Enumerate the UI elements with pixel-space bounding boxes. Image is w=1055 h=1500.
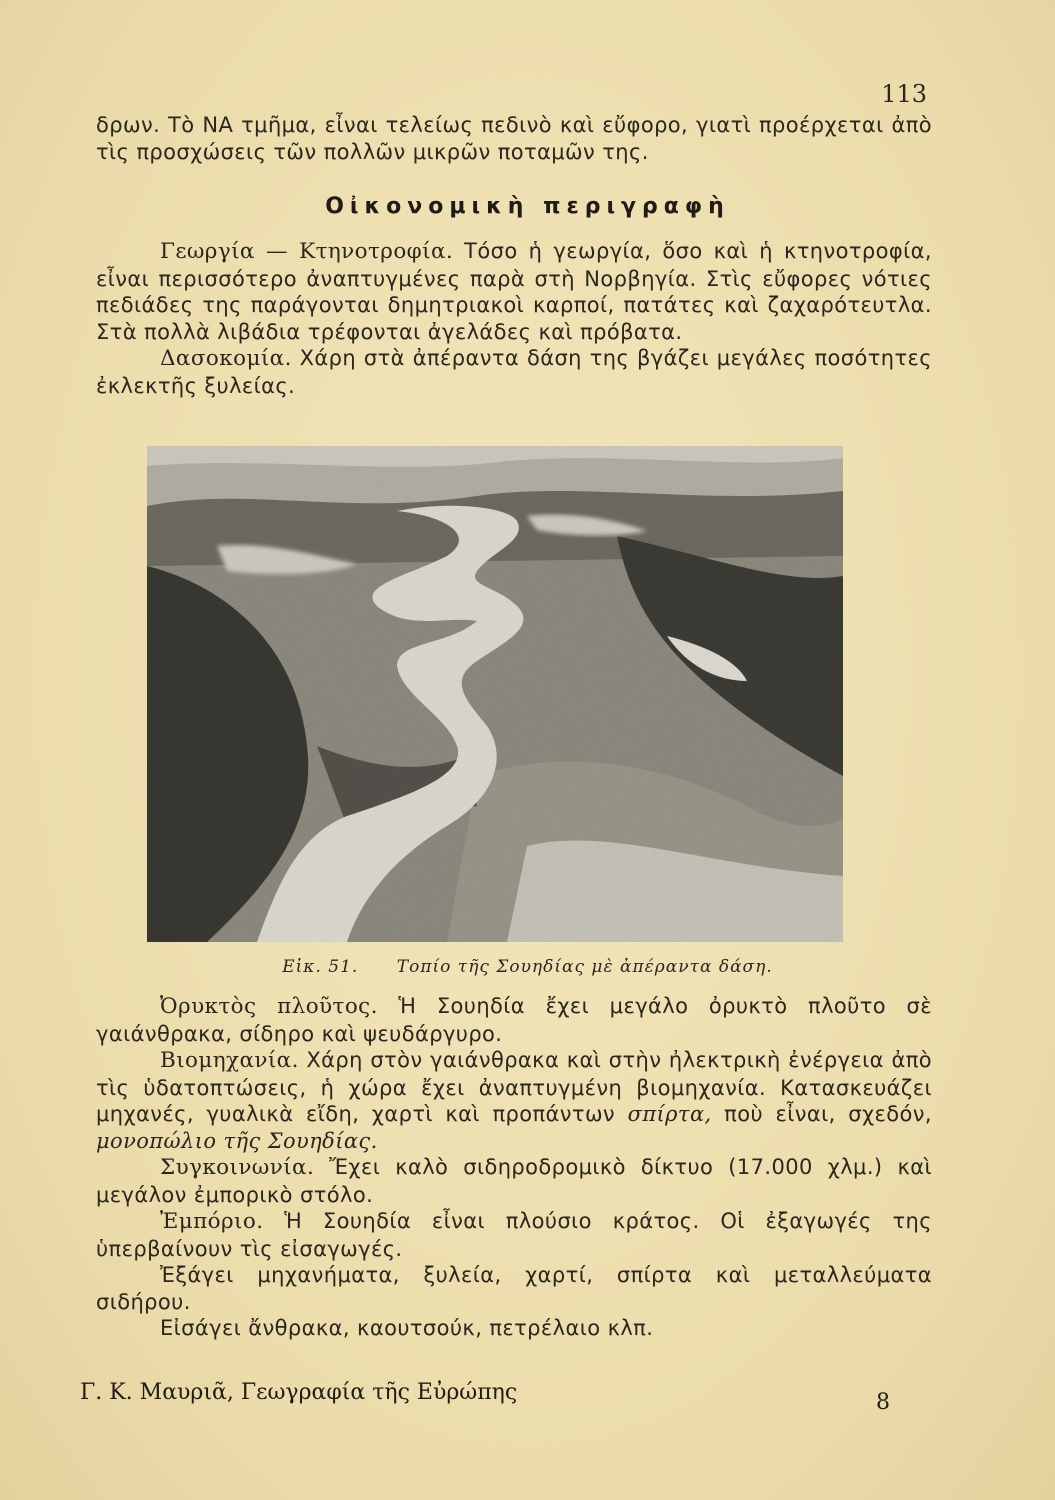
industry-text: Χάρη στὸν γαιάνθρακα καὶ στὴν ἠλεκτρικὴ ἐνέργεια ἀπὸ τὶς ὑδατοπτώσεις, ἡ χώρα ἔχει ἀναπτυγμένη βιομηχανία. Κατασκευάζει μηχανές, γυαλικὰ εἴδη, χαρτὶ καὶ προπάντων <box>96 1048 932 1126</box>
transport-text: Ἔχει καλὸ σιδηροδρομικὸ δίκτυο (17.000 χλμ.) καὶ μεγάλον ἐμπορικὸ στόλο. <box>96 1155 932 1207</box>
mineral-text: Ἡ Σουηδία ἔχει μεγάλο ὀρυκτὸ πλοῦτο σὲ γαιάνθρακα, σίδηρο καὶ ψευδάργυρο. <box>96 994 932 1046</box>
industry-italic-monopoly: μονοπώλιο τῆς Σουηδίας. <box>96 1128 378 1153</box>
section-title: Οἰκονομικὴ περιγραφὴ <box>325 194 730 219</box>
industry-text-2: ποὺ εἶναι, σχεδόν, <box>711 1102 932 1126</box>
trade-text: Ἡ Σουηδία εἶναι πλούσιο κράτος. Οἱ ἐξαγωγές της ὑπερβαίνουν τὶς εἰσαγωγές. <box>96 1209 932 1261</box>
trade-paragraph <box>96 1208 932 1262</box>
resources-paragraphs <box>96 993 932 1342</box>
trade-heading: Ἐμπόριο. <box>160 1209 264 1234</box>
industry-italic-matches: σπίρτα, <box>627 1102 712 1126</box>
forestry-heading: Δασοκομία. <box>160 346 292 371</box>
mineral-heading: Ὀρυκτὸς πλοῦτος. <box>160 994 378 1019</box>
agriculture-paragraph <box>96 238 932 345</box>
mineral-paragraph <box>96 993 932 1047</box>
imports-paragraph: Εἰσάγει ἄνθρακα, καουτσούκ, πετρέλαιο κλπ. <box>160 1316 654 1340</box>
page-number: 113 <box>881 80 927 108</box>
forestry-text: Χάρη στὰ ἀπέραντα δάση της βγάζει μεγάλες ποσότητες ἐκλεκτῆς ξυλείας. <box>96 346 932 398</box>
agriculture-text: Τόσο ἡ γεωργία, ὅσο καὶ ἡ κτηνοτροφία, εἶναι περισσότερο ἀναπτυγμένες παρὰ στὴ Νορβηγία. Στὶς εὔφορες νότιες πεδιάδες της παράγονται δημητριακοὶ καρποί, πατάτες καὶ ζαχαρότευτλα. Στὰ πολλὰ λιβάδια τρέφονται ἀγελάδες καὶ πρόβατα. <box>96 239 932 344</box>
intro-text: δρων. Τὸ ΝΑ τμῆμα, εἶναι τελείως πεδινὸ καὶ εὔφορο, γιατὶ προέρχεται ἀπὸ τὶς προσχώσεις τῶν πολλῶν μικρῶν ποταμῶν της. <box>96 113 932 164</box>
forestry-paragraph <box>96 345 932 399</box>
exports-paragraph: Ἐξάγει μηχανήματα, ξυλεία, χαρτί, σπίρτα καὶ μεταλλεύματα σιδήρου. <box>96 1263 932 1314</box>
footer-author-title: Γ. Κ. Μαυριᾶ, Γεωγραφία τῆς Εὐρώπης <box>80 1380 518 1405</box>
transport-heading: Συγκοινωνία. <box>160 1155 315 1180</box>
signature-mark: 8 <box>876 1390 890 1415</box>
industry-paragraph <box>96 1047 932 1154</box>
figure-caption <box>0 957 1055 977</box>
economy-paragraphs <box>96 238 932 399</box>
intro-paragraph <box>96 112 932 165</box>
figure-label: Εἰκ. 51. <box>282 957 359 977</box>
industry-heading: Βιομηχανία. <box>160 1048 299 1073</box>
landscape-photo <box>147 446 843 942</box>
figure-caption-text: Τοπίο τῆς Σουηδίας μὲ ἀπέραντα δάση. <box>396 957 773 977</box>
agriculture-heading: Γεωργία — Κτηνοτροφία. <box>160 239 454 264</box>
river-landscape-illustration <box>147 446 843 942</box>
transport-paragraph <box>96 1154 932 1208</box>
